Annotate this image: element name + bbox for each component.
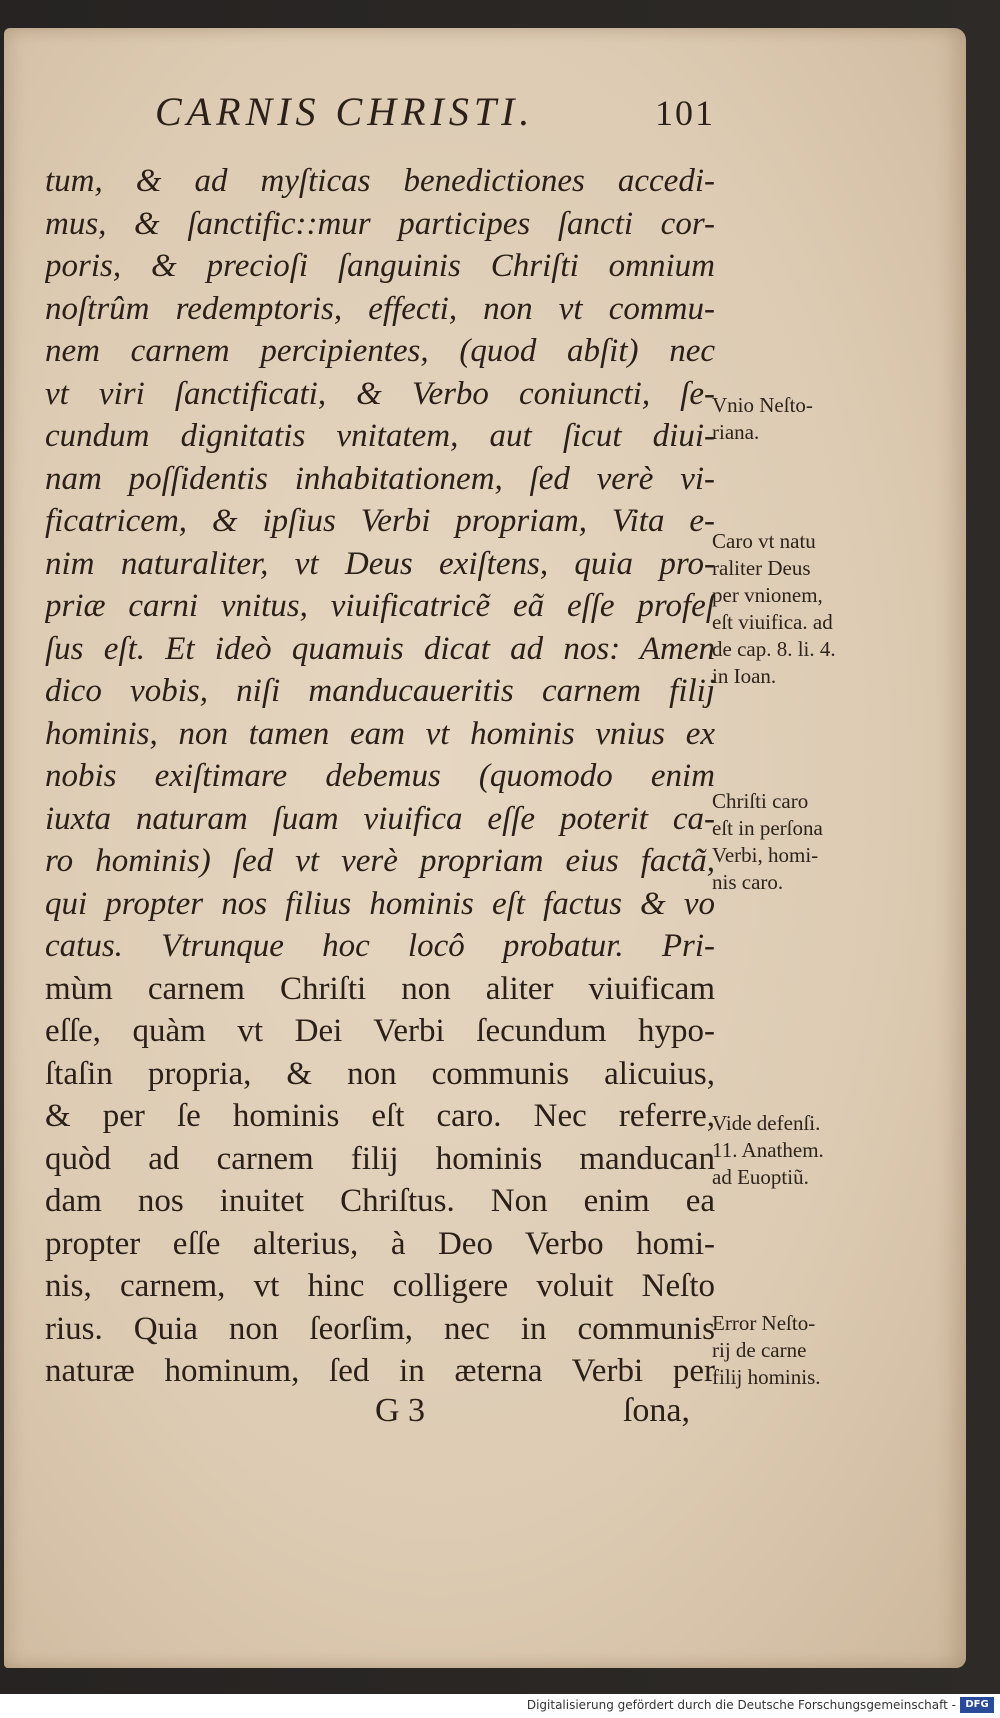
text-line: vt viri ſanctificati, & Verbo coniuncti, ſe- xyxy=(45,375,715,412)
text-line: rius. Quia non ſeorſim, nec in communis xyxy=(45,1310,715,1347)
marginal-note: Vide defenſi. 11. Anathem. ad Euoptiũ. xyxy=(712,1111,824,1189)
dfg-logo: DFG xyxy=(960,1697,994,1713)
text-line: nim naturaliter, vt Deus exiſtens, quia pro- xyxy=(45,545,715,582)
text-line: quòd ad carnem filij hominis manducan xyxy=(45,1140,715,1177)
text-line: nobis exiſtimare debemus (quomodo enim xyxy=(45,758,715,794)
funding-credit: Digitalisierung gefördert durch die Deutsche Forschungsgemeinschaft - xyxy=(526,1698,956,1712)
text-line: qui propter nos filius hominis eſt factus & vo xyxy=(45,885,715,922)
signature-mark: G 3 xyxy=(375,1392,426,1429)
text-line: mùm carnem Chriſti non aliter viuificam xyxy=(45,970,715,1007)
text-line: ſus eſt. Et ideò quamuis dicat ad nos: Amen xyxy=(45,630,715,667)
text-line: ro hominis) ſed vt verè propriam eius factã, xyxy=(45,843,715,879)
text-line: cundum dignitatis vnitatem, aut ſicut diui- xyxy=(45,418,715,454)
text-line: catus. Vtrunque hoc locô probatur. Pri- xyxy=(45,928,715,964)
text-line: eſſe, quàm vt Dei Verbi ſecundum hypo- xyxy=(45,1013,715,1049)
text-line: dam nos inuitet Chriſtus. Non enim ea xyxy=(45,1183,715,1219)
text-line: naturæ hominum, ſed in æterna Verbi per xyxy=(45,1353,715,1389)
text-line: propter eſſe alterius, à Deo Verbo homi- xyxy=(45,1225,715,1262)
text-line: nam poſſidentis inhabitationem, ſed verè vi- xyxy=(45,460,715,497)
text-line: & per ſe hominis eſt caro. Nec referre, xyxy=(45,1098,715,1134)
page-foot xyxy=(45,1392,715,1436)
marginal-note: Chriſti caro eſt in perſona Verbi, homi- nis caro. xyxy=(712,789,823,894)
digitization-footer xyxy=(0,1694,1000,1718)
catchword: ſona, xyxy=(622,1392,690,1429)
marginal-note: Vnio Neſto- riana. xyxy=(712,393,813,444)
text-line: ficatricem, & ipſius Verbi propriam, Vita e- xyxy=(45,503,715,539)
running-title: CARNIS CHRISTI. xyxy=(155,89,535,134)
marginal-note: Error Neſto- rij de carne filij hominis. xyxy=(712,1311,821,1389)
text-line: priæ carni vnitus, viuificatricẽ eã eſſe profeſ xyxy=(45,588,715,624)
page-header xyxy=(155,88,715,152)
text-line: iuxta naturam ſuam viuifica eſſe poterit ca- xyxy=(45,800,715,837)
text-line: nis, carnem, vt hinc colligere voluit Neſto xyxy=(45,1268,715,1304)
text-line: dico vobis, niſi manducaueritis carnem filij xyxy=(45,673,715,709)
text-line: nem carnem percipientes, (quod abſit) nec xyxy=(45,333,715,369)
text-line: noſtrûm redemptoris, effecti, non vt commu- xyxy=(45,290,715,327)
page-number: 101 xyxy=(655,93,715,133)
text-line: ſtaſin propria, & non communis alicuius, xyxy=(45,1055,715,1092)
marginal-note: Caro vt natu raliter Deus per vnionem, eſt viuifica. ad de cap. 8. li. 4. in Ioan. xyxy=(712,529,836,688)
text-line: mus, & ſanctific::mur participes ſancti cor- xyxy=(45,205,715,242)
text-line: hominis, non tamen eam vt hominis vnius ex xyxy=(45,715,715,752)
text-line: tum, & ad myſticas benedictiones accedi- xyxy=(45,163,715,199)
body-text xyxy=(45,160,715,1393)
text-line: poris, & precioſi ſanguinis Chriſti omnium xyxy=(45,248,715,284)
